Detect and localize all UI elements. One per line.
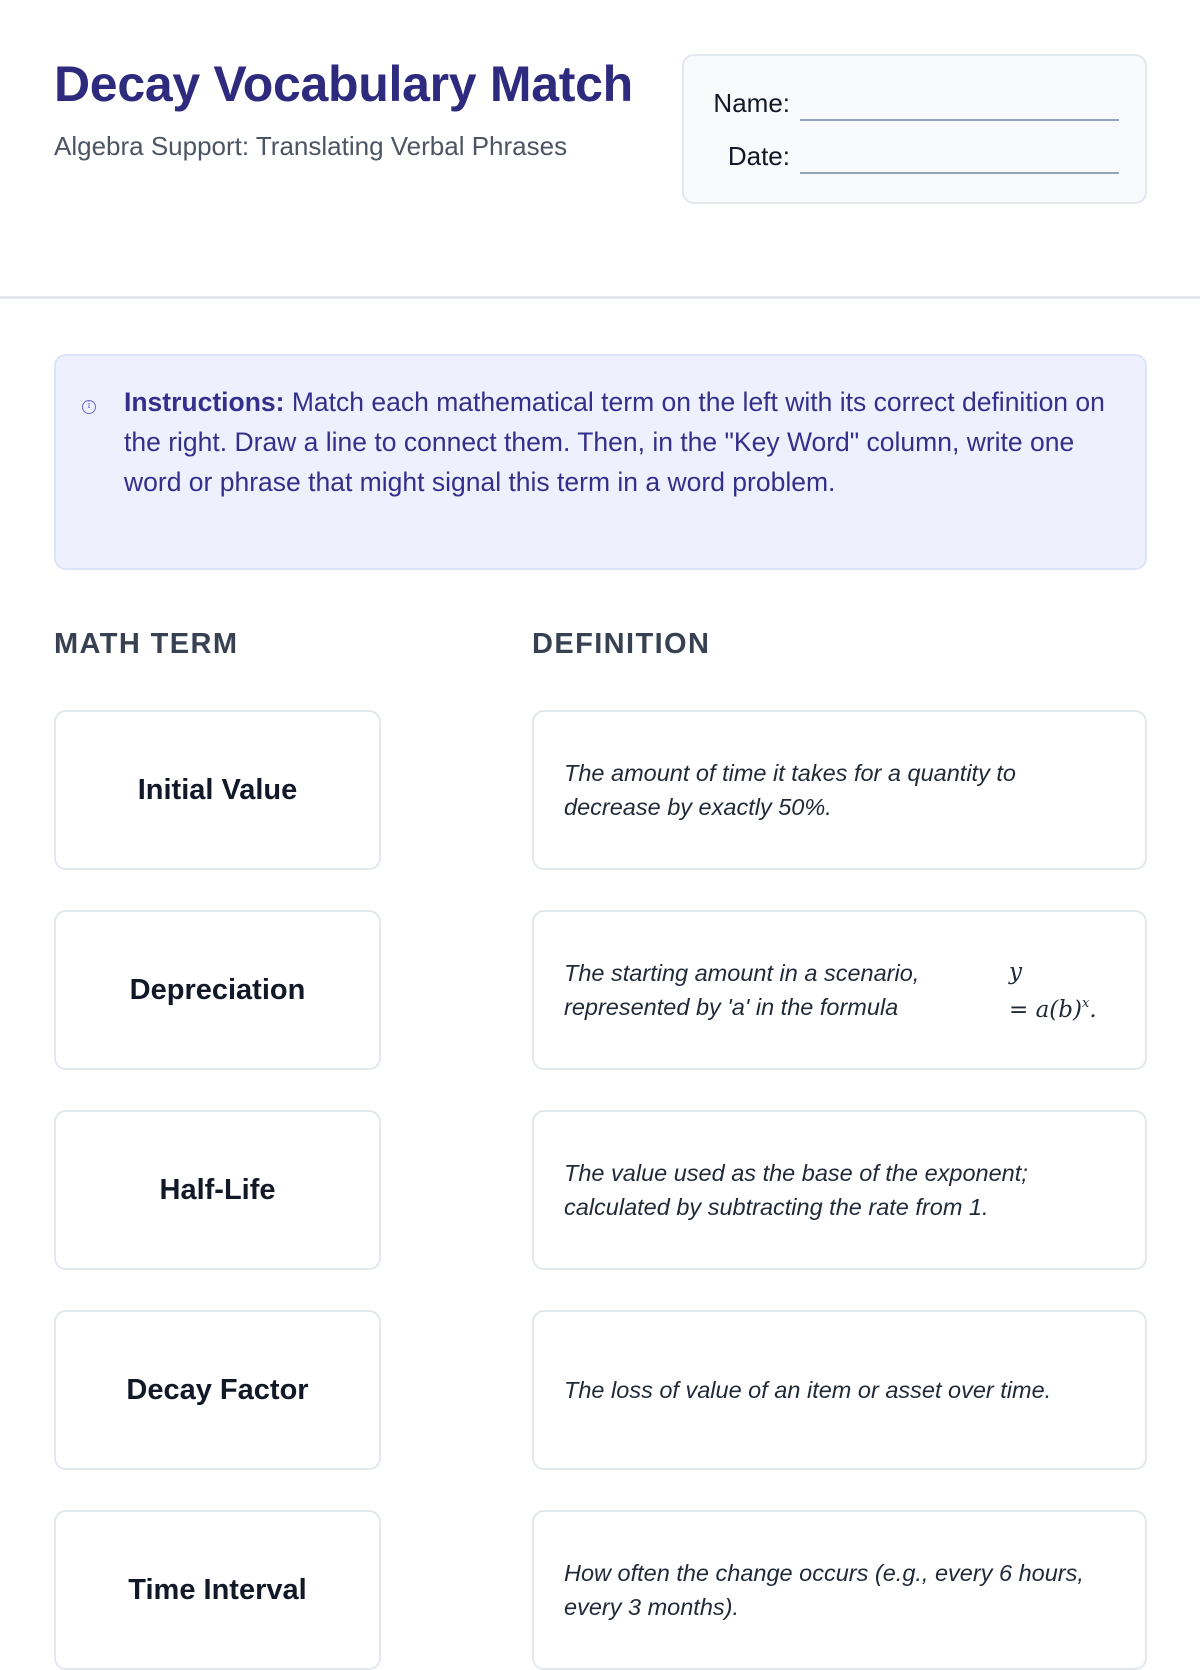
name-label: Name:	[713, 88, 790, 118]
match-row	[54, 1510, 1147, 1670]
instructions-body: Match each mathematical term on the left with its correct definition on the right. Draw a line to connect them. Then, in the "Key Word" column, write one word or phrase that might signal this term in a word problem.	[124, 387, 1105, 497]
definition-card[interactable]	[532, 710, 1147, 870]
instructions-lead: Instructions:	[124, 387, 285, 417]
date-row	[684, 139, 1145, 175]
header-divider	[0, 296, 1200, 299]
term-card[interactable]	[54, 1510, 381, 1670]
definition-card[interactable]	[532, 1110, 1147, 1270]
instructions-text	[124, 382, 1124, 502]
definition-text: How often the change occurs (e.g., every 6 hours, every 3 months).	[564, 1560, 1084, 1620]
worksheet-header	[54, 54, 1147, 204]
decay-formula	[1009, 956, 1119, 1026]
term-label: Initial Value	[137, 773, 298, 806]
page-title: Decay Vocabulary Match	[54, 56, 633, 112]
formula-end: .	[1089, 997, 1097, 1023]
name-date-box	[682, 54, 1147, 204]
definition-column-header: DEFINITION	[532, 628, 711, 660]
formula-line-1: y	[1009, 959, 1022, 985]
match-row	[54, 910, 1147, 1070]
definition-text: The amount of time it takes for a quantity to decrease by exactly 50%.	[564, 760, 1016, 820]
definition-card[interactable]	[532, 1310, 1147, 1470]
match-row	[54, 710, 1147, 870]
formula-exponent: x	[1081, 996, 1090, 1011]
date-label: Date:	[727, 141, 790, 171]
date-blank-line[interactable]	[800, 172, 1119, 174]
definition-card[interactable]	[532, 1510, 1147, 1670]
info-icon: i	[82, 400, 96, 414]
term-card[interactable]	[54, 910, 381, 1070]
instructions-box	[54, 354, 1147, 570]
term-card[interactable]	[54, 710, 381, 870]
definition-text: The value used as the base of the exponent; calculated by subtracting the rate from 1.	[564, 1160, 1028, 1220]
term-label: Depreciation	[129, 973, 306, 1006]
term-card[interactable]	[54, 1310, 381, 1470]
page-subtitle: Algebra Support: Translating Verbal Phrases	[54, 131, 568, 161]
definition-text: The loss of value of an item or asset over time.	[564, 1377, 1052, 1403]
definition-card[interactable]	[532, 910, 1147, 1070]
definition-text: The starting amount in a scenario, represented by 'a' in the formula	[564, 960, 920, 1020]
term-label: Decay Factor	[126, 1373, 309, 1406]
term-label: Half-Life	[159, 1173, 276, 1206]
match-row	[54, 1310, 1147, 1470]
name-row	[684, 86, 1145, 122]
term-label: Time Interval	[128, 1573, 307, 1606]
formula-line-2: = a(b)	[1009, 997, 1082, 1023]
math-term-column-header: MATH TERM	[54, 628, 239, 660]
term-card[interactable]	[54, 1110, 381, 1270]
name-blank-line[interactable]	[800, 119, 1119, 121]
match-row	[54, 1110, 1147, 1270]
